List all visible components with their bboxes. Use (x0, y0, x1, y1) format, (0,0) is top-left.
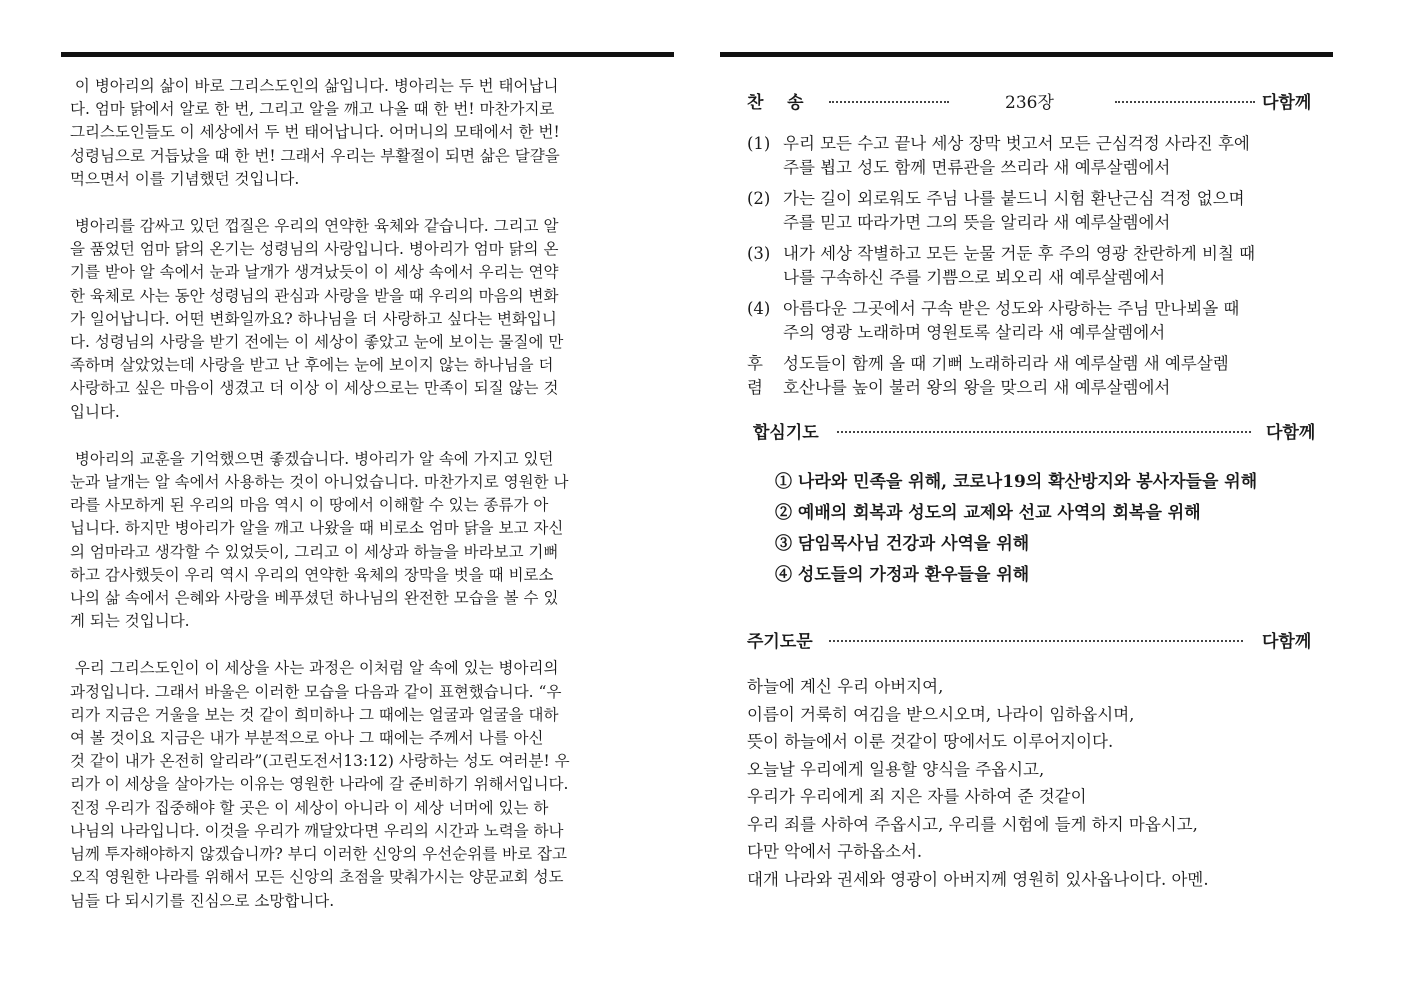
chorus-mark-1: 후 (747, 354, 763, 373)
sermon-line: 의 엄마라고 생각할 수 있었듯이, 그리고 이 세상과 하늘을 바라보고 기뻐 (70, 542, 559, 561)
lords-prayer-header (747, 627, 1322, 655)
hymn-label: 찬 송 (747, 93, 804, 113)
hymn-verse (747, 187, 1322, 235)
sermon-line: 여 볼 것이요 지금은 내가 부분적으로 아나 그 때에는 주께서 나를 아신 (70, 729, 544, 748)
sermon-line: 입니다. (70, 402, 120, 421)
sermon-line: 성령님으로 거듭났을 때 한 번! 그래서 우리는 부활절이 되면 삶은 달걀을 (70, 146, 560, 165)
sermon-line: 을 품었던 엄마 닭의 온기는 성령님의 사랑입니다. 병아리가 엄마 닭의 온 (70, 240, 559, 259)
verse-number: (4) (747, 299, 771, 318)
sermon-line: 우리 그리스도인이 이 세상을 사는 과정은 이처럼 알 속에 있는 병아리의 (70, 659, 559, 678)
lords-prayer-participants: 다함께 (1262, 632, 1312, 652)
sermon-line: 과정입니다. 그래서 바울은 이러한 모습을 다음과 같이 표현했습니다. “우 (70, 682, 562, 701)
verse-line: 나를 구속하신 주를 기쁨으로 뵈오리 새 예루살렘에서 (783, 268, 1166, 287)
lords-prayer-line: 우리 죄를 사하여 주옵시고, 우리를 시험에 들게 하지 마옵시고, (747, 814, 1198, 834)
sermon-line: 한 육체로 사는 동안 성령님의 관심과 사랑을 받을 때 우리의 마음의 변화 (70, 286, 559, 305)
prayer-label: 합심기도 (753, 423, 819, 443)
chorus-line: 호산나를 높이 불러 왕의 왕을 맞으리 새 예루살렘에서 (783, 378, 1171, 397)
sermon-line: 닙니다. 하지만 병아리가 알을 깨고 나왔을 때 비로소 엄마 닭을 보고 자신 (70, 519, 564, 538)
hymn-verses (747, 132, 1322, 345)
lords-prayer-line: 오늘날 우리에게 일용할 양식을 주옵시고, (747, 759, 1045, 779)
sermon-line: 다. 엄마 닭에서 알로 한 번, 그리고 알을 깨고 나올 때 한 번! 마찬가지로 (70, 100, 555, 119)
sermon-line: 것 같이 내가 온전히 알리라”(고린도전서13:12) 사랑하는 성도 여러분! 우 (70, 752, 570, 771)
prayer-participants: 다함께 (1266, 423, 1316, 443)
verse-number: (3) (747, 244, 771, 263)
lords-prayer-line: 우리가 우리에게 죄 지은 자를 사하여 준 것같이 (747, 787, 1087, 806)
sermon-line: 먹으면서 이를 기념했던 것입니다. (70, 169, 300, 188)
verse-line: 주를 믿고 따라가면 그의 뜻을 알리라 새 예루살렘에서 (783, 213, 1171, 232)
verse-line: 아름다운 그곳에서 구속 받은 성도와 사랑하는 주님 만나뵈올 때 (783, 299, 1240, 318)
hymn-participants: 다함께 (1262, 93, 1312, 113)
sermon-paragraph (70, 215, 640, 424)
hymn-leader-dots-2 (1115, 101, 1255, 103)
lords-prayer-text (747, 673, 1322, 893)
lords-prayer-line: 다만 악에서 구하옵소서. (747, 842, 923, 861)
sermon-line: 나님의 나라입니다. 이것을 우리가 깨달았다면 우리의 시간과 노력을 하나 (70, 821, 564, 840)
lords-prayer-line: 하늘에 계신 우리 아버지여, (747, 677, 944, 696)
verse-line: 가는 길이 외로워도 주님 나를 붙드니 시험 환난근심 걱정 없으며 (783, 189, 1245, 208)
sermon-line: 기를 받아 알 속에서 눈과 날개가 생겨났듯이 이 세상 속에서 우리는 연약 (70, 263, 559, 282)
verse-line: 주를 뵙고 성도 함께 면류관을 쓰리라 새 예루살렘에서 (783, 158, 1171, 177)
sermon-line: 진정 우리가 집중해야 할 곳은 이 세상이 아니라 이 세상 너머에 있는 하 (70, 798, 549, 817)
sermon-line: 병아리의 교훈을 기억했으면 좋겠습니다. 병아리가 알 속에 가지고 있던 (70, 449, 554, 468)
prayer-leader-dots (837, 431, 1251, 433)
verse-line: 주의 영광 노래하며 영원토록 살리라 새 예루살렘에서 (783, 323, 1166, 342)
prayer-item: ② 예배의 회복과 성도의 교제와 선교 사역의 회복을 위해 (775, 503, 1201, 523)
chorus-line: 성도들이 함께 올 때 기뻐 노래하리라 새 예루살렘 새 예루살렘 (783, 354, 1229, 373)
sermon-line: 병아리를 감싸고 있던 껍질은 우리의 연약한 육체와 같습니다. 그리고 알 (70, 217, 559, 236)
sermon-line: 눈과 날개는 알 속에서 사용하는 것이 아니었습니다. 마찬가지로 영원한 나 (70, 473, 569, 492)
sermon-line: 오직 영원한 나라를 위해서 모든 신앙의 초점을 맞춰가시는 양문교회 성도 (70, 868, 564, 887)
sermon-column (70, 75, 640, 937)
sermon-line: 나의 삶 속에서 은혜와 사랑을 베푸셨던 하나님의 완전한 모습을 볼 수 있 (70, 589, 559, 608)
sermon-line: 라를 사모하게 된 우리의 마음 역시 이 땅에서 이해할 수 있는 종류가 아 (70, 496, 549, 515)
prayer-item: ③ 담임목사님 건강과 사역을 위해 (775, 534, 1030, 554)
sermon-line: 님께 투자해야하지 않겠습니까? 부디 이러한 신앙의 우선순위를 바로 잡고 (70, 845, 567, 864)
lords-prayer-line: 뜻이 하늘에서 이룬 것같이 땅에서도 이루어지이다. (747, 732, 1114, 751)
sermon-line: 다. 성령님의 사랑을 받기 전에는 이 세상이 좋았고 눈에 보이는 물질에 만 (70, 333, 564, 352)
sermon-line: 게 되는 것입니다. (70, 612, 190, 631)
prayer-header (753, 418, 1322, 446)
prayer-item: ① 나라와 민족을 위해, 코로나19의 확산방지와 봉사자들을 위해 (775, 472, 1258, 492)
sermon-line: 리가 지금은 거울을 보는 것 같이 희미하나 그 때에는 얼굴과 얼굴을 대하 (70, 705, 559, 724)
hymn-leader-dots-1 (829, 101, 949, 103)
hymn-verse (747, 132, 1322, 180)
sermon-body (70, 75, 640, 913)
hymn-number: 236장 (1005, 93, 1054, 113)
sermon-line: 족하며 살았었는데 사랑을 받고 난 후에는 눈에 보이지 않는 하나님을 더 (70, 356, 554, 375)
hymn-verse (747, 242, 1322, 290)
prayer-item: ④ 성도들의 가정과 환우들을 위해 (775, 565, 1030, 585)
sermon-line: 님들 다 되시기를 진심으로 소망합니다. (70, 891, 335, 910)
sermon-line: 그리스도인들도 이 세상에서 두 번 태어납니다. 어머니의 모태에서 한 번! (70, 123, 560, 142)
sermon-line: 이 병아리의 삶이 바로 그리스도인의 삶입니다. 병아리는 두 번 태어납니 (70, 77, 559, 95)
hymn-verse (747, 297, 1322, 345)
sermon-line: 리가 이 세상을 살아가는 이유는 영원한 나라에 갈 준비하기 위해서입니다. (70, 775, 569, 794)
verse-number: (2) (747, 189, 771, 208)
worship-column (747, 88, 1322, 893)
verse-line: 우리 모든 수고 끝나 세상 장막 벗고서 모든 근심걱정 사라진 후에 (783, 134, 1250, 153)
chorus-mark-2: 렴 (747, 378, 763, 397)
sermon-line: 하고 감사했듯이 우리 역시 우리의 연약한 육체의 장막을 벗을 때 비로소 (70, 565, 554, 584)
hymn-chorus (747, 352, 1322, 400)
sermon-paragraph (70, 657, 640, 912)
sermon-paragraph (70, 448, 640, 634)
verse-line: 내가 세상 작별하고 모든 눈물 거둔 후 주의 영광 찬란하게 비칠 때 (783, 244, 1256, 263)
prayer-list (775, 467, 1322, 591)
right-top-rule (720, 52, 1333, 57)
hymn-header (747, 88, 1322, 116)
lords-prayer-line: 대개 나라와 권세와 영광이 아버지께 영원히 있사옵나이다. 아멘. (747, 869, 1209, 889)
left-top-rule (61, 52, 674, 57)
verse-number: (1) (747, 134, 771, 153)
lords-prayer-label: 주기도문 (747, 632, 813, 652)
sermon-line: 사랑하고 싶은 마음이 생겼고 더 이상 이 세상으로는 만족이 되질 않는 것 (70, 379, 559, 398)
lords-prayer-line: 이름이 거룩히 여김을 받으시오며, 나라이 임하옵시며, (747, 704, 1135, 724)
lords-prayer-leader-dots (829, 640, 1243, 642)
sermon-line: 가 일어납니다. 어떤 변화일까요? 하나님을 더 사랑하고 싶다는 변화입니 (70, 309, 557, 328)
sermon-paragraph (70, 75, 640, 191)
